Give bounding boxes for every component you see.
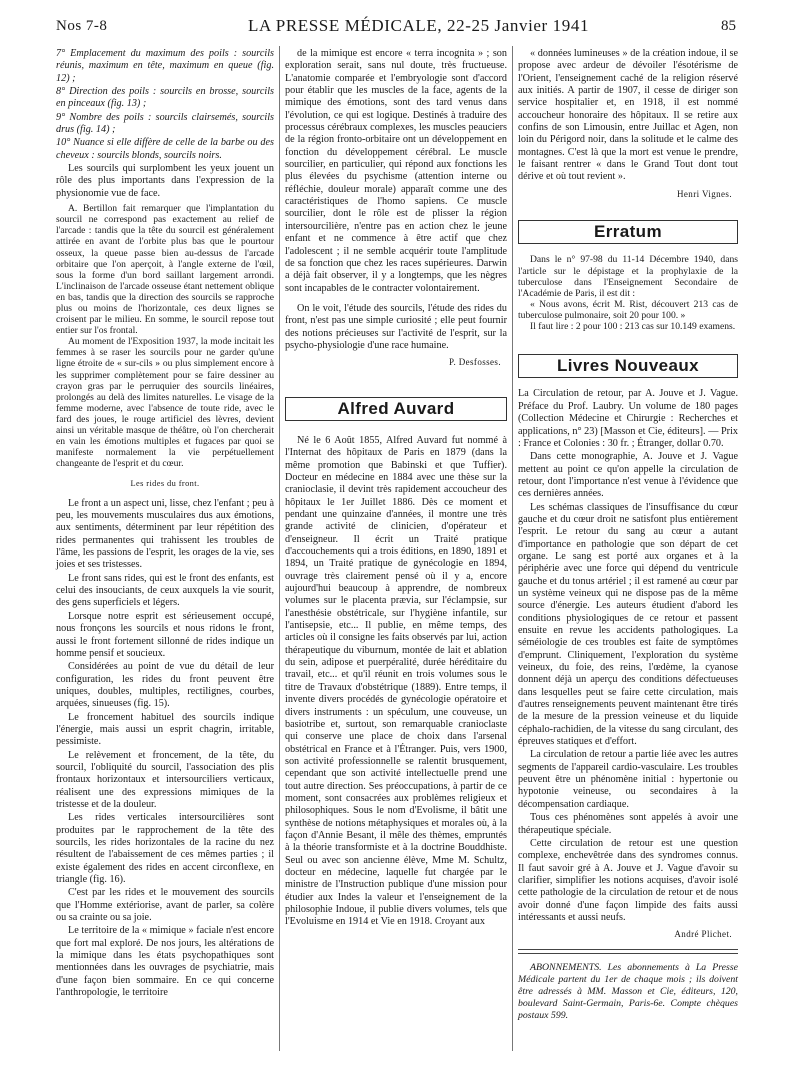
paragraph: Lorsque notre esprit est sérieusement occupé, nous fronçons les sourcils et nous ridons le front, aussi le front fortement sillonné de rides indique un homme pensif et soucieux. — [56, 610, 274, 659]
erratum-paragraph: Dans le n° 97-98 du 11-14 Décembre 1940, dans l'article sur le dépistage et la prophylaxie de la tuberculose dans l'Enseignement Secondaire de l'Académie de Paris, il est dit : — [518, 254, 738, 299]
paragraph: Le territoire de la « mimique » faciale n'est encore que fort mal exploré. De nos jours, les altérations de la mimique dans les états psychopathiques sont mentionnées dans les ouvrages de psychiatrie, mais d'une façon bien sommaire. En ce qui concerne l'anthropologie, le territoire — [56, 925, 274, 999]
review-paragraph: La circulation de retour a partie liée avec les autres segments de l'appareil cardio-vasculaire. Les troubles peuvent être un phénomène initial : hypertonie ou hypotonie veineuse, ou secondaires à la décompensation cardiaque. — [518, 749, 738, 810]
paragraph: Le froncement habituel des sourcils indique l'énergie, mais aussi un esprit chagrin, irritable, pessimiste. — [56, 711, 274, 748]
list-item: 7° Emplacement du maximum des poils : sourcils réunis, maximum en tête, maximum en queue (fig. 12) ; — [56, 48, 274, 84]
column-1 — [56, 48, 274, 1000]
column-3 — [518, 48, 738, 1023]
paragraph: On le voit, l'étude des sourcils, l'étude des rides du front, n'est pas une simple curiosité ; elle peut fournir des notions précieuses sur l'activité de l'esprit, sur la psycho-physiologie d'une race humaine. — [285, 302, 507, 351]
review-paragraph: Tous ces phénomènes sont appelés à avoir une thérapeutique spéciale. — [518, 812, 738, 836]
author-signature: André Plichet. — [674, 929, 732, 940]
obituary-title-box: Alfred Auvard — [285, 397, 507, 421]
paragraph: Le relèvement et froncement, de la tête, du sourcil, l'obliquité du sourcil, l'association des plis frontaux horizontaux et intersourciliers verticaux, réalisent une des expressions mimiques de la tristesse et de la douleur. — [56, 749, 274, 810]
author-signature: P. Desfosses. — [449, 357, 501, 368]
list-item: 8° Direction des poils : sourcils en brosse, sourcils en pinceaux (fig. 13) ; — [56, 86, 274, 110]
column-2 — [285, 48, 507, 930]
subscription-notice: ABONNEMENTS. Les abonnements à La Presse Médicale partent du 1er de chaque mois ; ils doivent être adressés à MM. Masson et Cie, éditeurs, 120, boulevard Saint-Germain, Paris-6e. Compte chèques postaux 599. — [518, 961, 738, 1021]
review-paragraph: Dans cette monographie, A. Jouve et J. Vague mettent au point ce qu'on appelle la circulation de retour, dont l'importance n'est venue à l'évidence que ces dernières années. — [518, 451, 738, 500]
review-paragraph: Cette circulation de retour est une question complexe, enchevêtrée dans des syndromes connus. Il faut savoir gré à A. Jouve et J. Vague d'avoir su clarifier, simplifier les notions acquises, d'avoir isolé cette pathologie de la circulation de retour et de nous avoir donné d'une façon limpide des faits aussi intéressants et aussi neufs. — [518, 837, 738, 923]
review-paragraph: Les schémas classiques de l'insuffisance du cœur gauche et du cœur droit ne satisfont plus entièrement l'esprit. Le retour du sang au cœur a autant d'importance en pathologie que son départ de cet organe. Le sang est porté aux organes et à la périphérie avec une force qui dépend du ventricule gauche et du tonus artériel ; il est ramené au cœur par un système veineux qui ne dispose pas de la même source d'énergie. Les auteurs étudient d'abord les conditions physiologiques de ce retour et passent ensuite en revue les accidents pathologiques. La séméiologie de ces troubles est faite de symptômes d'emprunt. Cliniquement, l'exploration du système veineux, du foie, des reins, l'œdème, la cyanose donnent déjà un aperçu des conditions défectueuses dans lesquelles peut se faire cette circulation, mais d'autres renseignements peuvent maintenant être tirés de la mesure de la pression veineuse et du liquide céphalo-rachidien, de la vitesse du sang circulant, des épreuves statiques et d'effort. — [518, 501, 738, 748]
erratum-paragraph: Il faut lire : 2 pour 100 : 213 cas sur 10.149 examens. — [530, 321, 736, 333]
paragraph: Le front a un aspect uni, lisse, chez l'enfant ; peu à peu, les mouvements musculaires dus aux émotions, aux sentiments, déterminent par leur répétition des rides permanentes qui trahissent les troubles de l'âme, les passions de l'esprit, les orages de la vie, ses joies et ses tristesses. — [56, 497, 274, 571]
livres-nouveaux-title-box: Livres Nouveaux — [518, 354, 738, 378]
note-paragraph: A. Bertillon fait remarquer que l'implantation du sourcil ne correspond pas exactement au relief de l'arcade : tandis que la tête du sourcil est généralement attirée en avant de l'orbite plus bas que le pourtour osseux, la queue passe bien au-dessus de l'arcade orbitaire que l'on aperçoit, à l'angle externe de l'œil, sous la forme d'un bord saillant largement arrondi. L'inclinaison de l'arcade osseuse étant nettement oblique en bas, tandis que la direction des sourcils se rapproche plus ou moins de l'horizontale, ces deux lignes se croisent par le milieu. En somme, le sourcil repose tout entier sur l'os frontal. — [56, 203, 274, 337]
paragraph: Le front sans rides, qui est le front des enfants, est celui des insouciants, de ceux auxquels la vie sourit, des gens superficiels et légers. — [56, 572, 274, 609]
divider — [518, 949, 738, 950]
erratum-paragraph: « Nous avons, écrit M. Rist, découvert 213 cas de tuberculose pulmonaire, soit 20 pour 100. » — [518, 298, 738, 321]
divider — [518, 953, 738, 954]
list-item: 9° Nombre des poils : sourcils clairsemés, sourcils drus (fig. 14) ; — [56, 111, 274, 136]
author-signature: Henri Vignes. — [677, 188, 732, 199]
column-rule-2 — [512, 46, 513, 1051]
book-reference: La Circulation de retour, par A. Jouve et J. Vague. Préface du Prof. Laubry. Un volume de 180 pages (Collection Médecine et Chirurgie : Recherches et applications, n° 23) [Masson et Cie, éditeurs]. — Prix : France et Colonies : 30 fr. ; Étranger, dollar 0.70. — [518, 388, 738, 449]
note-paragraph: Au moment de l'Exposition 1937, la mode incitait les femmes à se raser les sourcils pour ne garder qu'une ligne étroite de « sur-cils » ou plus simplement encore à les supprimer complètement pour se faire dessiner au crayon gras par le perruquier des sourcils linéaires, prolongés au delà des limites naturelles. Le visage de la femme moderne, avec l'absence de toute ride, avec le fard des joues, le rouge artificiel des lèvres, devient ainsi un véritable masque de théâtre, où l'on chercherait en vain les émotions multiples et fugaces par quoi se manifeste normalement la vie perpétuellement changeante de l'esprit et du cœur. — [56, 336, 274, 470]
paragraph: C'est par les rides et le mouvement des sourcils que l'Homme extériorise, avant de parler, sa colère ou sa crainte ou sa joie. — [56, 887, 274, 924]
journal-title: LA PRESSE MÉDICALE, 22-25 Janvier 1941 — [248, 16, 590, 35]
paragraph: de la mimique est encore « terra incognita » ; son exploration serait, sans nul doute, très fructueuse. L'anatomie comparée et l'embryologie sont d'accord pour établir que les muscles de la face, agents de la mimique des émotions, sont des tard venus dans l'évolution, ce qui est logique. Destinés à traduire des processus cérébraux complexes, les muscles peauciers de la région fronto-orbitaire ont un développement en fonction du développement cérébral. Le muscle sourcilier, en particulier, qui répond aux fonctions les plus élevées du psychisme (attention interne ou réfléchie, douleur morale) apparaît comme une des caractéristiques de l'homo sapiens. Ce muscle sourcilier, dont le rôle est de plisser la région intersourcilière, n'entre pas en action chez le jeune enfant et ne commence à être actif que chez l'adolescent ; il ne semble acquérir toute l'amplitude de sa fonction que chez les races supérieures. Darwin a déjà fait observer, il y a longtemps, que les nègres sont incapables de le contracter volontairement. — [285, 48, 507, 294]
page-header — [56, 14, 736, 40]
list-item: 10° Nuance si elle diffère de celle de la barbe ou des cheveux : sourcils blonds, sourcils noirs. — [56, 137, 274, 161]
obituary-paragraph: Né le 6 Août 1855, Alfred Auvard fut nommé à l'Internat des hôpitaux de Paris en 1879 (dans la même promotion que Babinski et que Tuffier). Docteur en médecine en 1884 avec une thèse sur la cranioclasie, il devint très rapidement accoucheur des hôpitaux le 1er Juillet 1886. Dès ce moment et pendant une quinzaine d'années, il montre une très grande activité de clinicien, d'opérateur et d'enseigneur. Il écrit un Traité pratique d'accouchements qui a trois éditions, en 1890, 1891 et 1894, un Traité pratique de gynécologie en 1894, ouvrage très clairement pensé où il y a, encore aujourd'hui beaucoup à apprendre, de nombreux volumes sur le placenta prævia, sur l'éclampsie, sur l'anesthésie obstétricale, sur l'hygiène infantile, sur l'antisepsie, etc... Il publie, en même temps, des articles où il consigne les faits observés par lui, action thérapeutique du viburnum, montée de lait et ablation du sein, adipose et puerpéralité, durée héréditaire du travail, etc... et qu'il réunit en trois volumes sous le titre de Travaux d'obstétrique (1889). Entre temps, il invente divers procédés de gynécologie opératoire et divers instruments : un spéculum, une couveuse, un basiotribe et, surtout, son remarquable cranioclaste qui conserve une place de choix dans l'arsenal obstétrical en France et à l'Étranger. Puis, vers 1900, son activité professionnelle se ralentit brusquement, cependant que son activité intellectuelle prend une tout autre direction. Ses préoccupations, à partir de ce moment, sont consacrées aux problèmes religieux et philosophiques. Sous le nom d'Evolisme, il bâtit une synthèse de notions métaphysiques et morales où, à la façon d'Annie Besant, il mêle des thèmes, empruntés à la théorie transformiste et à la doctrine Bouddhiste. Seul ou avec son ancienne élève, Mme M. Schultz, docteur en médecine, laquelle fut chargée par le ministre de l'Instruction publique d'une mission pour étudier aux Indes la valeur et l'enseignement de la philosophie Indoue, il publie divers volumes, tels que l'Evoluisme en 1914 et Vie en 1918. Croyant aux — [285, 434, 507, 928]
page-number: 85 — [721, 18, 736, 34]
paragraph: « données lumineuses » de la création indoue, il se propose avec ardeur de dévoiler l'ésotérisme de l'Orient, l'enseignement caché de la religion réservé aux initiés. A partir de 1907, il cesse de diriger son service hospitalier et, en 1918, il est nommé accoucheur honoraire des hôpitaux. Il se retire aux confins de son Limousin, entre Juillac et Agen, non loin du Périgord noir, dans la solitude et le calme des montagnes. C'est là que la mort est venue le prendre, le faisant rentrer « dans le Grand Tout dont tout dérive et où tout revient ». — [518, 48, 738, 183]
paragraph: Considérées au point de vue du détail de leur configuration, les rides du front peuvent être uniques, doubles, multiples, rectilignes, courbes, arquées, sinueuses (fig. 15). — [56, 661, 274, 710]
column-rule-1 — [279, 46, 280, 1051]
erratum-title-box: Erratum — [518, 220, 738, 244]
paragraph: Les sourcils qui surplombent les yeux jouent un rôle des plus importants dans l'expression de la physionomie vue de face. — [56, 163, 274, 199]
section-subheading: Les rides du front. — [130, 479, 200, 489]
issue-number: Nos 7-8 — [56, 18, 108, 34]
paragraph: Les rides verticales intersourcilières sont produites par le rapprochement de la tête des sourcils, les rides horizontales de la racine du nez résultent de l'abaissement de ces mêmes parties ; il existe également des rides en accent circonflexe, en triangle (fig. 16). — [56, 812, 274, 886]
